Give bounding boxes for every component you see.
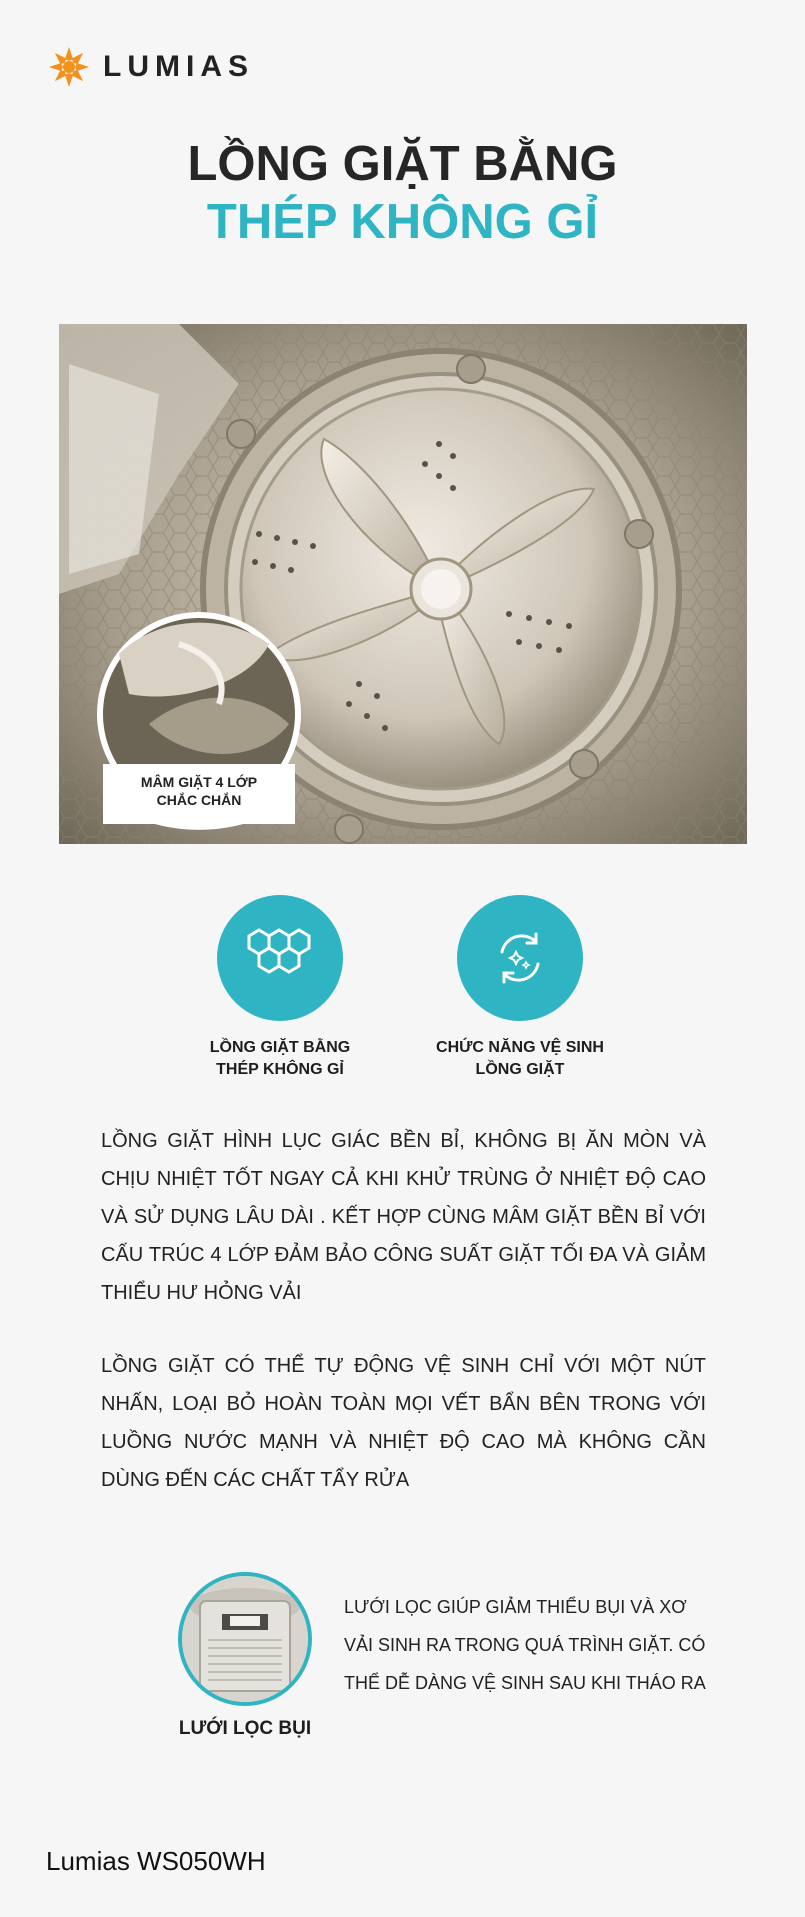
filter-text-line-3: THỂ DỄ DÀNG VỆ SINH SAU KHI THÁO RA — [344, 1673, 706, 1693]
pulsator-closeup-inset — [97, 612, 301, 830]
brand-logo — [47, 45, 254, 89]
lint-filter-image — [178, 1572, 312, 1706]
feature-1-line-2: THÉP KHÔNG GỈ — [216, 1061, 344, 1078]
sun-logo-icon — [47, 45, 91, 89]
feature-2-line-2: LỒNG GIẶT — [475, 1061, 565, 1078]
lint-filter-description — [344, 1588, 734, 1702]
lint-filter-label: LƯỚI LỌC BỤI — [178, 1718, 312, 1739]
filter-text-line-1: LƯỚI LỌC GIÚP GIẢM THIỂU BỤI VÀ XƠ — [344, 1597, 687, 1617]
model-name: Lumias WS050WH — [46, 1846, 266, 1876]
hexagon-cells-icon — [217, 895, 343, 1021]
feature-drum-clean — [410, 895, 630, 1081]
washer-drum-image — [59, 324, 747, 844]
feature-1-line-1: LỒNG GIẶT BẰNG — [209, 1039, 351, 1056]
inset-caption-line-1: MÂM GIẶT 4 LỚP — [140, 774, 258, 790]
title-line-1: LỒNG GIẶT BẰNG — [187, 137, 618, 191]
brand-name: LUMIAS — [103, 50, 254, 83]
feature-stainless-drum — [170, 895, 390, 1081]
feature-2-line-1: CHỨC NĂNG VỆ SINH — [436, 1039, 604, 1056]
description-paragraph-1: LỒNG GIẶT HÌNH LỤC GIÁC BỀN BỈ, KHÔNG BỊ ĂN MÒN VÀ CHỊU NHIỆT TỐT NGAY CẢ KHI KHỬ TRÙNG Ở NHIỆT ĐỘ CAO VÀ SỬ DỤNG LÂU DÀI . KẾT HỢP CÙNG MÂM GIẶT BỀN BỈ VỚI CẤU TRÚC 4 LỚP ĐẢM BẢO CÔNG SUẤT GIẶT TỐI ĐA VÀ GIẢM THIỂU HƯ HỎNG VẢI — [101, 1130, 706, 1304]
page-title — [0, 135, 805, 251]
inset-caption-line-2: CHẮC CHẮN — [156, 792, 242, 808]
description-paragraph-2: LỒNG GIẶT CÓ THỂ TỰ ĐỘNG VỆ SINH CHỈ VỚI MỘT NÚT NHẤN, LOẠI BỎ HOÀN TOÀN MỌI VẾT BẨN BÊN TRONG VỚI LUỒNG NƯỚC MẠNH VÀ NHIỆT ĐỘ CAO MÀ KHÔNG CẦN DÙNG ĐẾN CÁC CHẤT TẨY RỬA — [101, 1355, 706, 1491]
title-line-2: THÉP KHÔNG GỈ — [206, 195, 599, 249]
recycle-clean-icon — [457, 895, 583, 1021]
filter-text-line-2: VẢI SINH RA TRONG QUÁ TRÌNH GIẶT. CÓ — [344, 1635, 706, 1655]
